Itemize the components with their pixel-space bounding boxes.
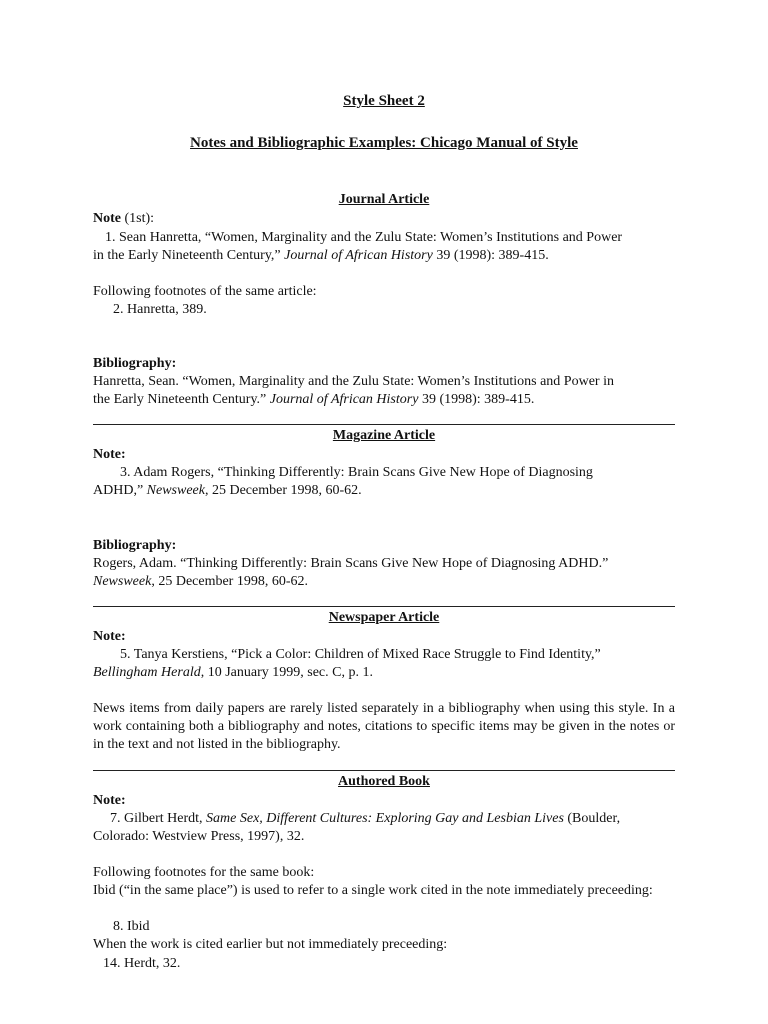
section-heading-book: Authored Book	[338, 774, 430, 789]
journal-note-1-line-b: in the Early Nineteenth Century,” Journal of African History 39 (1998): 389-415.	[93, 248, 549, 263]
newspaper-explanation-paragraph: News items from daily papers are rarely listed separately in a bibliography when using this style. In a work containing both a bibliography and notes, citations to specific items may be given in the notes or in the text and not listed in the bibliography.	[93, 701, 675, 752]
magazine-note-label: Note:	[93, 447, 126, 462]
newspaper-note-5-line-b: Bellingham Herald, 10 January 1999, sec. C, p. 1.	[93, 665, 373, 680]
newspaper-note-5-line-a: 5. Tanya Kerstiens, “Pick a Color: Children of Mixed Race Struggle to Find Identity,”	[120, 647, 601, 662]
journal-note-1-line-a: 1. Sean Hanretta, “Women, Marginality and the Zulu State: Women’s Institutions and Power	[105, 230, 623, 245]
page-title: Style Sheet 2	[343, 93, 425, 109]
section-divider	[93, 606, 675, 607]
section-heading-journal: Journal Article	[338, 192, 430, 207]
journal-bibliography-line-b: the Early Nineteenth Century.” Journal of African History 39 (1998): 389-415.	[93, 392, 535, 407]
book-note-7-line-b: Colorado: Westview Press, 1997), 32.	[93, 829, 305, 844]
section-divider	[93, 770, 675, 771]
magazine-bibliography-label: Bibliography:	[93, 538, 177, 553]
book-note-7-line-a: 7. Gilbert Herdt, Same Sex, Different Cultures: Exploring Gay and Lesbian Lives (Boulder,	[110, 811, 621, 826]
book-note-14: 14. Herdt, 32.	[103, 956, 181, 971]
journal-note-label: Note (1st):	[93, 211, 155, 226]
magazine-note-3-line-a: 3. Adam Rogers, “Thinking Differently: Brain Scans Give New Hope of Diagnosing	[120, 465, 593, 480]
magazine-bibliography-line-b: Newsweek, 25 December 1998, 60-62.	[93, 574, 309, 589]
section-heading-magazine: Magazine Article	[332, 428, 436, 443]
book-earlier-text: When the work is cited earlier but not immediately preceeding:	[93, 937, 448, 952]
book-note-8: 8. Ibid	[113, 919, 150, 934]
journal-following-text: Following footnotes of the same article:	[93, 284, 317, 299]
magazine-note-3-line-b: ADHD,” Newsweek, 25 December 1998, 60-62.	[93, 483, 362, 498]
page-subtitle: Notes and Bibliographic Examples: Chicago Manual of Style	[190, 135, 578, 151]
book-ibid-paragraph: Ibid (“in the same place”) is used to refer to a single work cited in the note immediately preceeding:	[93, 883, 653, 898]
section-heading-newspaper: Newspaper Article	[328, 610, 440, 625]
newspaper-note-label: Note:	[93, 629, 126, 644]
book-note-label: Note:	[93, 793, 126, 808]
book-following-text: Following footnotes for the same book:	[93, 865, 315, 880]
magazine-bibliography-line-a: Rogers, Adam. “Thinking Differently: Brain Scans Give New Hope of Diagnosing ADHD.”	[93, 556, 609, 571]
journal-note-2: 2. Hanretta, 389.	[113, 302, 207, 317]
journal-bibliography-label: Bibliography:	[93, 356, 177, 371]
journal-bibliography-line-a: Hanretta, Sean. “Women, Marginality and the Zulu State: Women’s Institutions and Power in	[93, 374, 614, 389]
section-divider	[93, 424, 675, 425]
